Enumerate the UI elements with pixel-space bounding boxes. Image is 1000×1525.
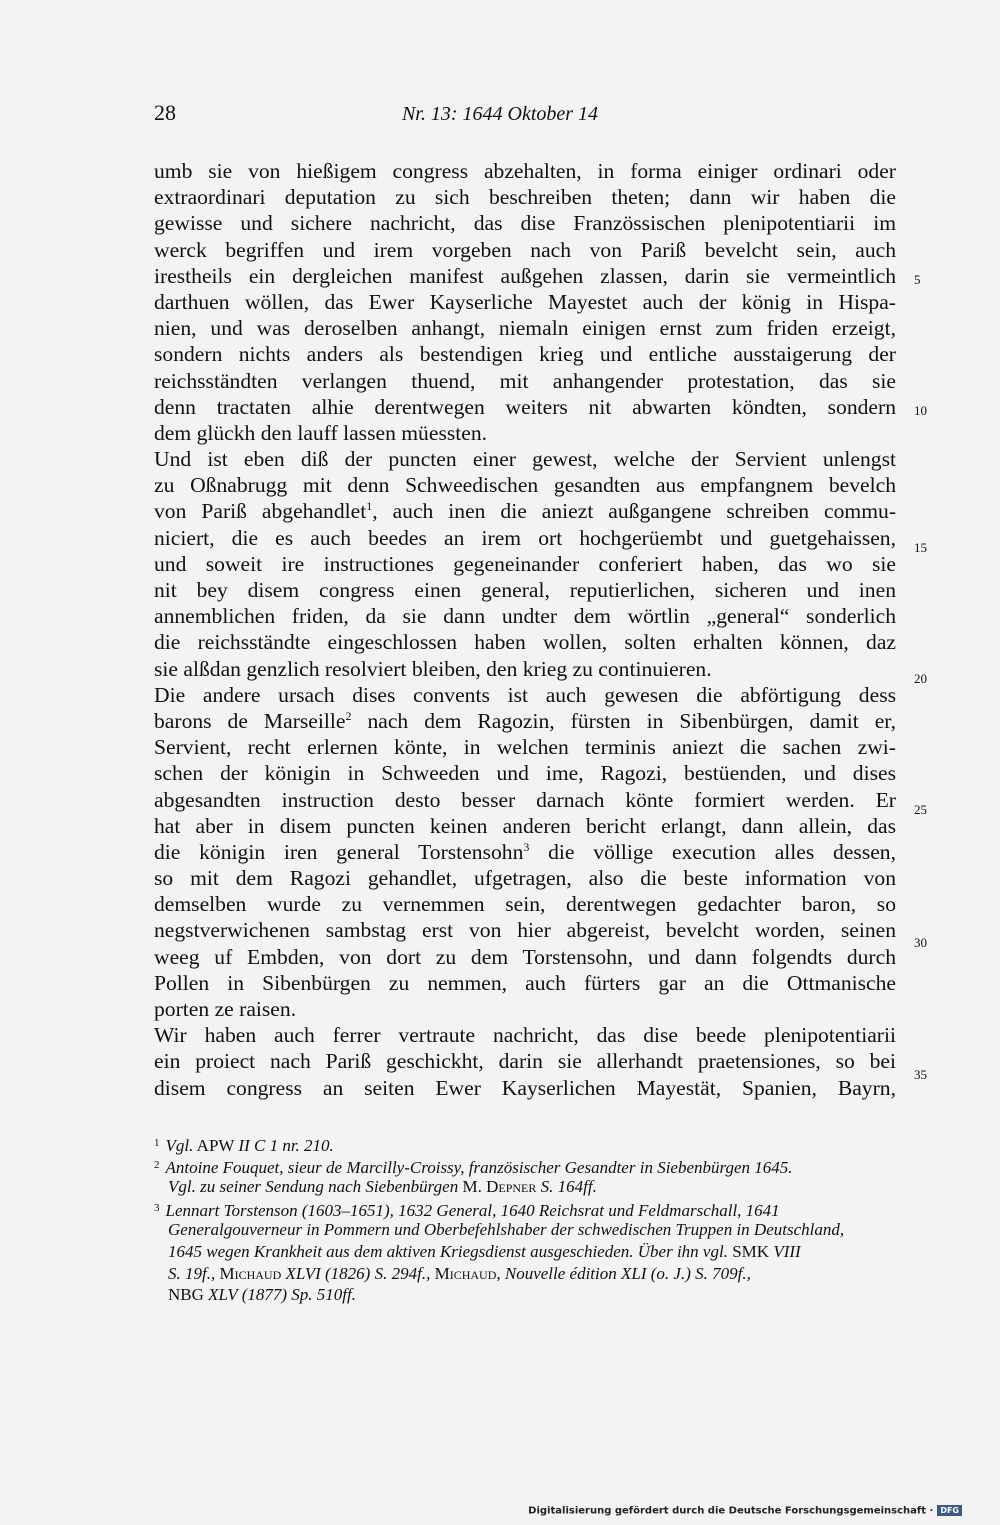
text-line: so mit dem Ragozi gehandlet, ufgetragen, also die beste information von bbox=[154, 866, 896, 891]
text-line: demselben wurde zu vernemmen sein, derentwegen gedachter baron, so bbox=[154, 892, 896, 917]
text-line: zu Oßnabrugg mit denn Schweedischen gesandten aus empfangnem bevelch bbox=[154, 473, 896, 498]
line-number: 20 bbox=[914, 671, 927, 686]
text-line: irestheils ein dergleichen manifest außgehen zlassen, darin sie vermeintlich bbox=[154, 263, 896, 288]
dfg-logo-icon: DFG bbox=[937, 1505, 962, 1516]
footnote-2: $^2$ Antoine Fouquet, sieur de Marcilly-Croissy, französischer Gesandter in Siebenbürgen 1645. bbox=[154, 1157, 793, 1177]
body-text bbox=[154, 158, 896, 1101]
text-line: schen der königin in Schweeden und ime, Ragozi, bestüenden, und dises bbox=[154, 761, 896, 786]
text-line: nit bey disem congress einen general, reputierlichen, sicheren und inen bbox=[154, 578, 896, 602]
text-line: abgesandten instruction desto besser darnach könte formiert werden. Er bbox=[154, 787, 896, 812]
footnote-3-cont: NBG XLV (1877) Sp. 510ff. bbox=[168, 1285, 356, 1305]
footnote-ref: 3 bbox=[523, 839, 530, 854]
footnote-1: $^1$ Vgl. APW II C 1 nr. 210. bbox=[154, 1136, 334, 1155]
credit-text: Digitalisierung gefördert durch die Deutsche Forschungsgemeinschaft · bbox=[528, 1505, 934, 1517]
footnotes bbox=[154, 1133, 896, 1306]
footnote-ref: 2 bbox=[345, 708, 352, 723]
text-line: weeg uf Embden, von dort zu dem Torstensohn, und dann folgendts durch bbox=[154, 944, 896, 969]
text-line: umb sie von hießigem congress abzehalten, in forma einiger ordinari oder bbox=[154, 159, 896, 183]
line-number: 10 bbox=[914, 403, 927, 418]
text-line: ein proiect nach Pariß geschickht, darin sie allerhandt praetensiones, so bei bbox=[154, 1049, 896, 1074]
digitization-credit bbox=[528, 1505, 962, 1517]
text-line: denn tractaten alhie derentwegen weiters nit abwarten köndten, sondern bbox=[154, 394, 896, 419]
footnote-mark: 2 bbox=[154, 1158, 160, 1171]
text-line: die reichsständte eingeschlossen haben wollen, solten erhalten können, daz bbox=[154, 630, 896, 655]
text-line: negstverwichenen sambstag erst von hier abgereist, bevelcht worden, seinen bbox=[154, 918, 896, 943]
page-number: 28 bbox=[154, 100, 176, 125]
line-number: 30 bbox=[914, 935, 927, 950]
text-line: sondern nichts anders als bestendigen krieg und entliche ausstaigerung der bbox=[154, 342, 896, 367]
text-line: reichsständten verlangen thuend, mit anhangender protestation, das sie bbox=[154, 368, 896, 393]
text-line: Die andere ursach dises convents ist auch gewesen die abförtigung dess bbox=[154, 682, 896, 707]
text-line: von Pariß abgehandlet$^1$, auch inen die aniezt außgangene schreiben commu- bbox=[154, 499, 897, 524]
text-line: die königin iren general Torstensohn$^3$ die völlige execution alles dessen, bbox=[154, 839, 896, 864]
text-line: Und ist eben diß der puncten einer gewest, welche der Servient unlengst bbox=[154, 447, 896, 472]
running-title: Nr. 13: 1644 Oktober 14 bbox=[401, 103, 599, 125]
line-number: 25 bbox=[914, 802, 927, 817]
footnote-ref: 1 bbox=[366, 499, 373, 514]
text-line: extraordinari deputation zu sich beschreiben theten; dann wir haben die bbox=[154, 185, 896, 210]
text-line: Servient, recht erlernen könte, in welchen terminis aniezt die sachen zwi- bbox=[154, 735, 896, 760]
text-line: dem glückh den lauff lassen müessten. bbox=[154, 420, 488, 445]
text-line: disem congress an seiten Ewer Kayserlichen Mayestät, Spanien, Bayrn, bbox=[154, 1075, 896, 1100]
line-number: 35 bbox=[914, 1067, 927, 1082]
text-line: Wir haben auch ferrer vertraute nachricht, das dise beede plenipotentiarii bbox=[154, 1023, 896, 1048]
text-line: nien, und was deroselben anhangt, niemaln einigen ernst zum friden erzeigt, bbox=[154, 316, 896, 341]
text-line: barons de Marseille$^2$ nach dem Ragozin, fürsten in Sibenbürgen, damit er, bbox=[154, 708, 897, 733]
footnote-mark: 1 bbox=[154, 1137, 160, 1149]
line-number: 15 bbox=[914, 540, 927, 555]
footnote-2-cont: Vgl. zu seiner Sendung nach Siebenbürgen M. Depner S. 164ff. bbox=[168, 1177, 597, 1197]
text-line: Pollen in Sibenbürgen zu nemmen, auch fürters gar an die Ottmanische bbox=[154, 970, 896, 995]
line-number: 5 bbox=[914, 272, 921, 287]
text-line: und soweit ire instructiones gegeneinander conferiert haben, das wo sie bbox=[154, 551, 896, 576]
text-line: hat aber in disem puncten keinen anderen bericht erlangt, dann allein, das bbox=[154, 813, 896, 838]
text-line: sie alßdan genzlich resolviert bleiben, den krieg zu continuieren. bbox=[154, 656, 712, 681]
footnote-3-cont: Generalgouverneur in Pommern und Oberbefehlshaber der schwedischen Truppen in Deutschland, bbox=[168, 1220, 845, 1240]
text-line: annemblichen friden, da sie dann undter dem wörtlin „general“ sonderlich bbox=[154, 604, 896, 629]
footnote-3-cont: 1645 wegen Krankheit aus dem aktiven Kriegsdienst ausgeschieden. Über ihn vgl. SMK VIII bbox=[168, 1241, 801, 1261]
text-line: niciert, die es auch beedes an irem ort hochgerüembt und guetgehaissen, bbox=[154, 525, 896, 550]
footnote-3-cont: S. 19f., Michaud XLVI (1826) S. 294f., Michaud, Nouvelle édition XLI (o. J.) S. 709f., bbox=[168, 1263, 751, 1283]
text-line: gewisse und sichere nachricht, das dise Französsischen plenipotentiarii im bbox=[154, 211, 896, 236]
text-line: darthuen wöllen, das Ewer Kayserliche Mayestet auch der könig in Hispa- bbox=[154, 289, 896, 314]
text-line: werck begriffen und irem vorgeben nach von Pariß bevelcht sein, auch bbox=[154, 237, 896, 262]
footnote-mark: 3 bbox=[154, 1201, 160, 1214]
footnote-3: $^3$ Lennart Torstenson (1603–1651), 1632 General, 1640 Reichsrat und Feldmarschall, 1641 bbox=[154, 1200, 780, 1220]
text-line: porten ze raisen. bbox=[154, 997, 297, 1021]
